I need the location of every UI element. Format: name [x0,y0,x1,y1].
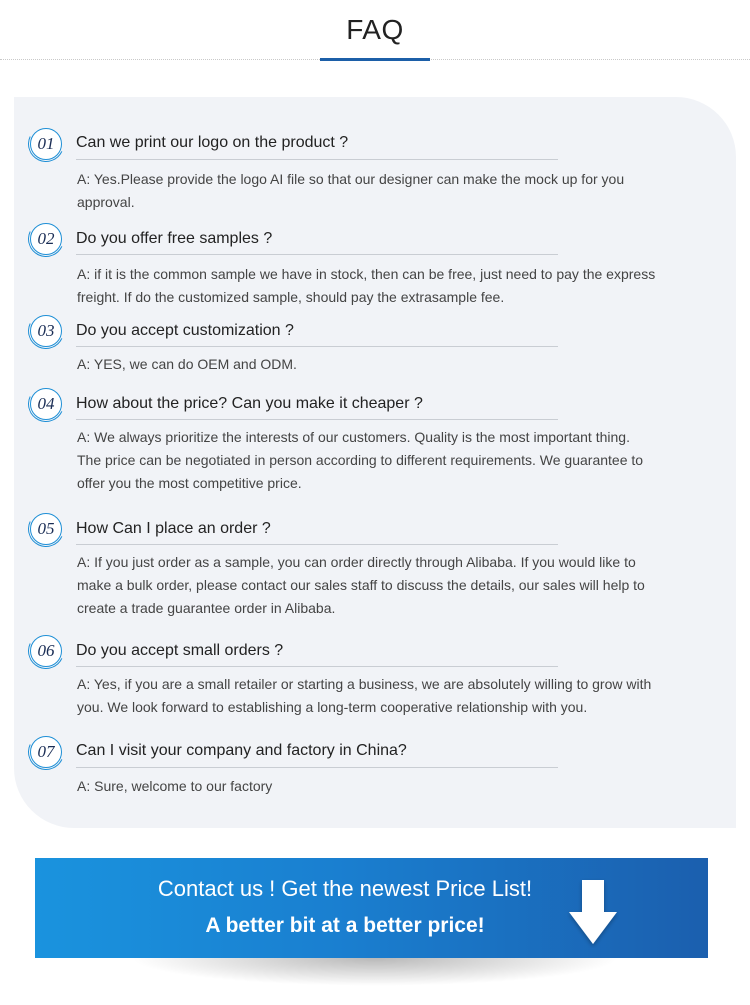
banner-subline: A better bit at a better price! [205,914,485,937]
number-badge: 02 [30,223,62,255]
page-title: FAQ [346,14,404,45]
faq-header [0,0,750,62]
banner-shadow [130,958,620,986]
faq-answer: A: YES, we can do OEM and ODM. [77,356,297,372]
number-badge: 05 [30,513,62,545]
question-divider [76,346,558,347]
question-divider [76,767,558,768]
number-badge: 07 [30,736,62,768]
faq-answer: A: Yes, if you are a small retailer or starting a business, we are absolutely willing to grow with you. We look forward to establishing a long-term cooperative relationship with you. [77,676,652,715]
faq-panel [14,97,736,828]
faq-question[interactable]: Do you accept small orders ? [76,642,284,659]
faq-question[interactable]: How Can I place an order ? [76,520,271,537]
number-badge: 06 [30,635,62,667]
faq-answer: A: We always prioritize the interests of our customers. Quality is the most important thing. The price can be negotiated in person according to different requirements. We guarantee to offer you the most competitive price. [77,429,644,491]
question-divider [76,254,558,255]
faq-answer: A: Sure, welcome to our factory [77,778,273,794]
contact-banner[interactable] [35,858,708,958]
number-badge: 01 [30,128,62,160]
faq-answer: A: if it is the common sample we have in stock, then can be free, just need to pay the express freight. If do the customized sample, should pay the extrasample fee. [77,266,656,305]
faq-question[interactable]: Do you accept customization ? [76,322,294,339]
question-divider [76,544,558,545]
faq-question[interactable]: How about the price? Can you make it cheaper ? [76,395,423,412]
down-arrow-icon [567,878,619,948]
number-badge: 04 [30,388,62,420]
faq-answer: A: Yes.Please provide the logo AI file so that our designer can make the mock up for you approval. [77,171,625,210]
number-badge: 03 [30,315,62,347]
question-divider [76,666,558,667]
faq-question[interactable]: Can we print our logo on the product ? [76,134,349,151]
banner-headline: Contact us ! Get the newest Price List! [157,876,533,901]
faq-answer: A: If you just order as a sample, you can order directly through Alibaba. If you would like to make a bulk order, please contact our sales staff to discuss the details, our sales will help to create a trade guarantee order in Alibaba. [77,554,645,616]
faq-question[interactable]: Do you offer free samples ? [76,230,273,247]
question-divider [76,419,558,420]
question-divider [76,159,558,160]
faq-question[interactable]: Can I visit your company and factory in China? [76,742,407,759]
title-underline [320,58,430,61]
